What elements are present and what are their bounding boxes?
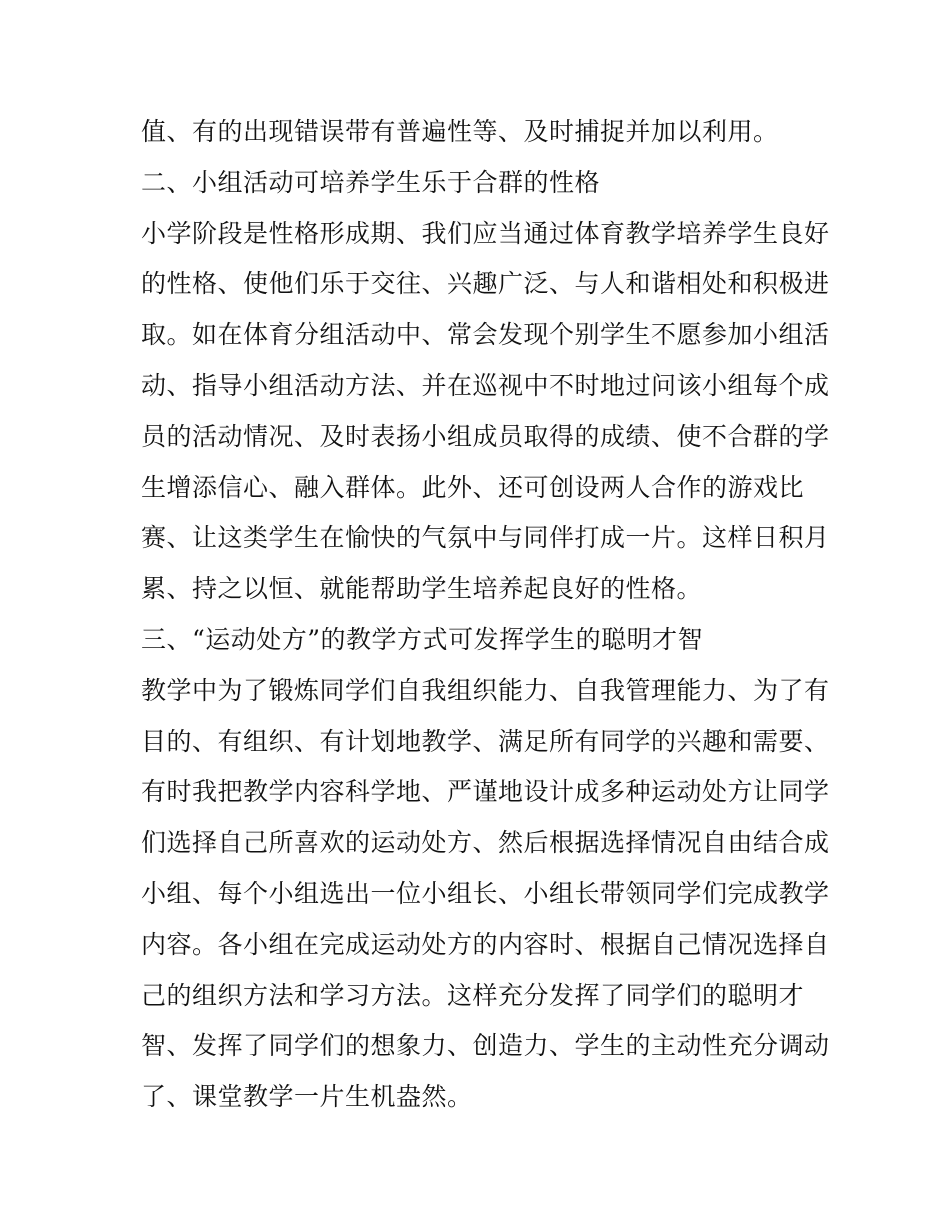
text-line: 小组、每个小组选出一位小组长、小组长带领同学们完成教学: [141, 878, 830, 908]
text-line: 取。如在体育分组活动中、常会发现个别学生不愿参加小组活: [141, 320, 830, 350]
text-line: 内容。各小组在完成运动处方的内容时、根据自己情况选择自: [141, 929, 830, 959]
text-line: 员的活动情况、及时表扬小组成员取得的成绩、使不合群的学: [141, 421, 830, 451]
section-heading: 三、“运动处方”的教学方式可发挥学生的聪明才智: [141, 624, 704, 654]
text-line: 教学中为了锻炼同学们自我组织能力、自我管理能力、为了有: [141, 675, 830, 705]
section-heading: 二、小组活动可培养学生乐于合群的性格: [141, 167, 601, 197]
text-line: 智、发挥了同学们的想象力、创造力、学生的主动性充分调动: [141, 1031, 830, 1061]
text-line: 了、课堂教学一片生机盎然。: [141, 1082, 473, 1112]
text-line: 生增添信心、融入群体。此外、还可创设两人合作的游戏比: [141, 472, 805, 502]
text-line: 的性格、使他们乐于交往、兴趣广泛、与人和谐相处和积极进: [141, 269, 830, 299]
text-line: 目的、有组织、有计划地教学、满足所有同学的兴趣和需要、: [141, 726, 830, 756]
text-line: 有时我把教学内容科学地、严谨地设计成多种运动处方让同学: [141, 777, 830, 807]
text-line: 累、持之以恒、就能帮助学生培养起良好的性格。: [141, 574, 703, 604]
text-line: 动、指导小组活动方法、并在巡视中不时地过问该小组每个成: [141, 370, 830, 400]
text-line: 小学阶段是性格形成期、我们应当通过体育教学培养学生良好: [141, 218, 830, 248]
document-body: [141, 107, 830, 1123]
text-line: 己的组织方法和学习方法。这样充分发挥了同学们的聪明才: [141, 980, 805, 1010]
text-line: 们选择自己所喜欢的运动处方、然后根据选择情况自由结合成: [141, 828, 830, 858]
text-line: 赛、让这类学生在愉快的气氛中与同伴打成一片。这样日积月: [141, 523, 830, 553]
text-line: 值、有的出现错误带有普遍性等、及时捕捉并加以利用。: [141, 117, 779, 146]
